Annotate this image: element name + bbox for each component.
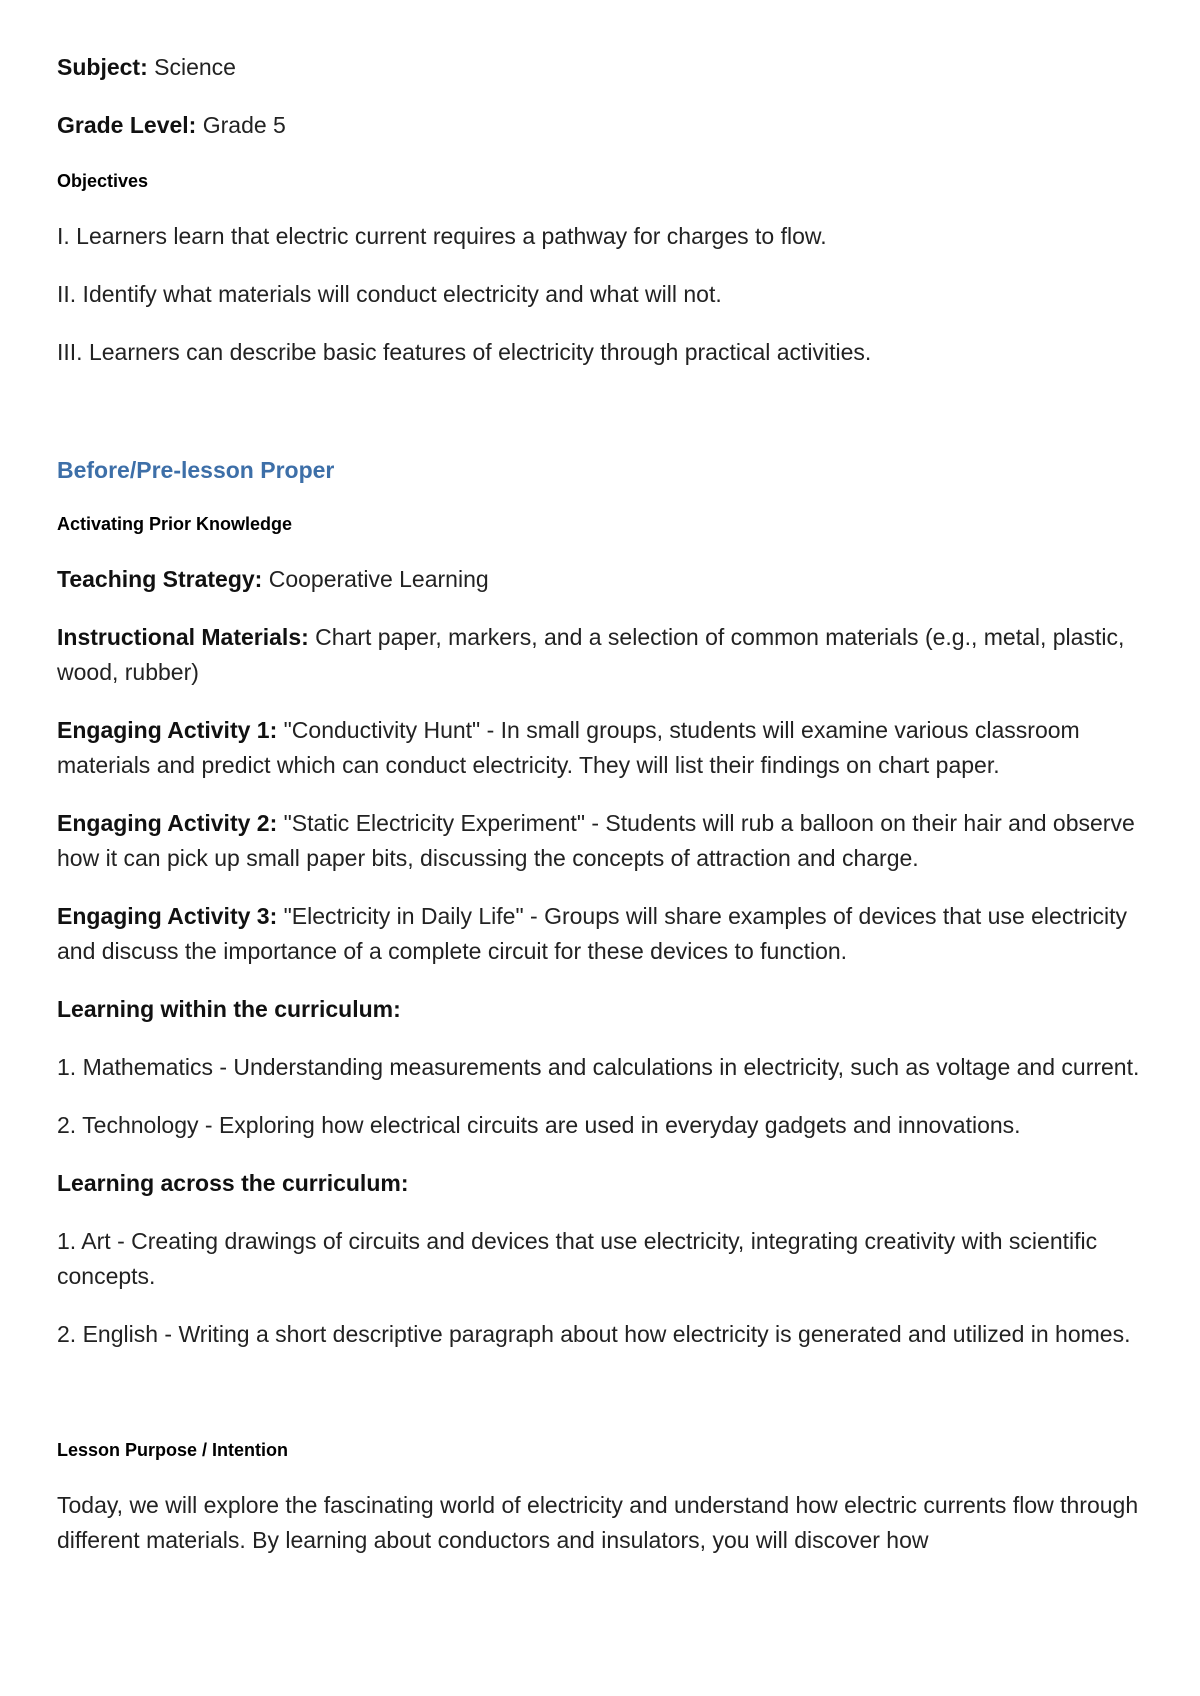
across-curriculum-heading: Learning across the curriculum: bbox=[57, 1170, 409, 1196]
subject-label: Subject: bbox=[57, 54, 148, 80]
objective-item: III. Learners can describe basic features of electricity through practical activities. bbox=[57, 339, 872, 365]
grade-level-line bbox=[57, 108, 1157, 143]
within-curriculum-item: 1. Mathematics - Understanding measurements and calculations in electricity, such as voltage and current. bbox=[57, 1054, 1140, 1080]
within-curriculum-item: 2. Technology - Exploring how electrical circuits are used in everyday gadgets and innovations. bbox=[57, 1112, 1021, 1138]
lesson-purpose-heading: Lesson Purpose / Intention bbox=[57, 1440, 289, 1460]
lesson-purpose-text: Today, we will explore the fascinating world of electricity and understand how electric currents flow through different materials. By learning about conductors and insulators, you will discover how bbox=[57, 1492, 1139, 1553]
engaging-activity-3 bbox=[57, 899, 1157, 969]
pre-lesson-heading: Before/Pre-lesson Proper bbox=[57, 457, 335, 483]
activity-text: "Static Electricity Experiment" - Students will rub a balloon on their hair and observe how it can pick up small paper bits, discussing the concepts of attraction and charge. bbox=[57, 810, 1135, 871]
instructional-materials-line bbox=[57, 620, 1157, 690]
across-curriculum-item: 2. English - Writing a short descriptive paragraph about how electricity is generated and utilized in homes. bbox=[57, 1321, 1131, 1347]
objectives-heading: Objectives bbox=[57, 171, 149, 191]
lesson-plan-document bbox=[57, 50, 1157, 1581]
teaching-strategy-value: Cooperative Learning bbox=[268, 566, 489, 592]
teaching-strategy-line bbox=[57, 562, 1157, 597]
instructional-materials-value: Chart paper, markers, and a selection of common materials (e.g., metal, plastic, wood, rubber) bbox=[57, 624, 1125, 685]
subject-line bbox=[57, 50, 1157, 85]
engaging-activity-2 bbox=[57, 806, 1157, 876]
activity-label: Engaging Activity 3: bbox=[57, 903, 278, 929]
teaching-strategy-label: Teaching Strategy: bbox=[57, 566, 263, 592]
prior-knowledge-heading: Activating Prior Knowledge bbox=[57, 514, 293, 534]
subject-value: Science bbox=[154, 54, 236, 80]
engaging-activity-1 bbox=[57, 713, 1157, 783]
activity-text: "Conductivity Hunt" - In small groups, students will examine various classroom materials and predict which can conduct electricity. They will list their findings on chart paper. bbox=[57, 717, 1080, 778]
grade-level-value: Grade 5 bbox=[202, 112, 286, 138]
across-curriculum-item: 1. Art - Creating drawings of circuits and devices that use electricity, integrating creativity with scientific concepts. bbox=[57, 1228, 1098, 1289]
within-curriculum-heading: Learning within the curriculum: bbox=[57, 996, 401, 1022]
activity-label: Engaging Activity 1: bbox=[57, 717, 278, 743]
section-spacer bbox=[57, 1375, 1157, 1435]
instructional-materials-label: Instructional Materials: bbox=[57, 624, 309, 650]
objective-item: I. Learners learn that electric current requires a pathway for charges to flow. bbox=[57, 223, 827, 249]
section-spacer bbox=[57, 393, 1157, 453]
activity-label: Engaging Activity 2: bbox=[57, 810, 278, 836]
activity-text: "Electricity in Daily Life" - Groups will share examples of devices that use electricity and discuss the importance of a complete circuit for these devices to function. bbox=[57, 903, 1127, 964]
grade-level-label: Grade Level: bbox=[57, 112, 197, 138]
objective-item: II. Identify what materials will conduct electricity and what will not. bbox=[57, 281, 722, 307]
